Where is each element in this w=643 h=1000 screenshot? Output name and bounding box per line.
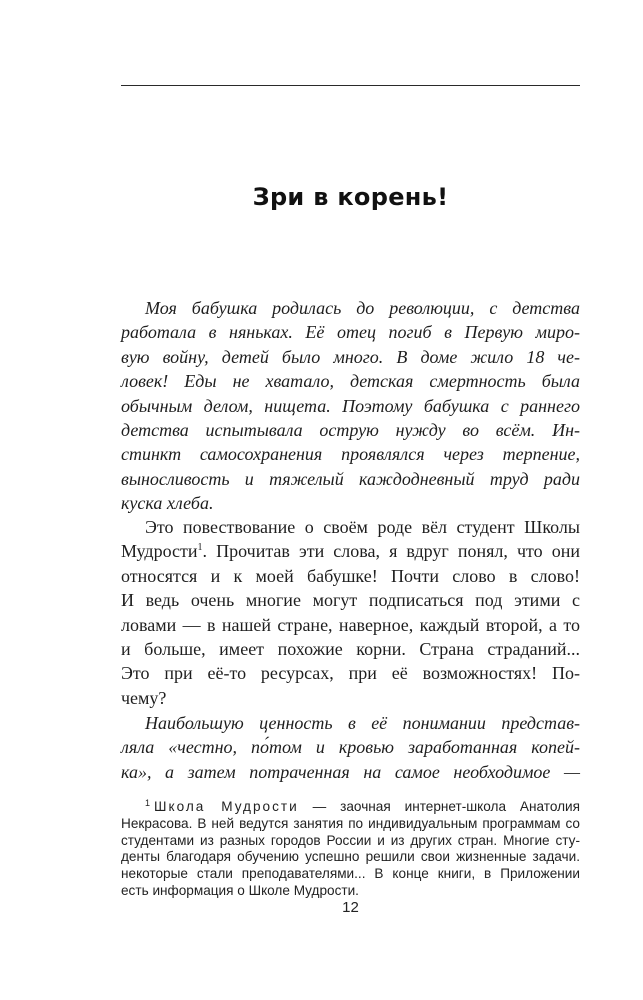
- chapter-title: Зри в корень!: [252, 183, 449, 211]
- text-line: относятся и к моей бабушке! Почти слово в слово!: [121, 565, 580, 586]
- footnote-reference[interactable]: 1: [197, 542, 203, 554]
- text-line: ляла «честно, по́том и кровью заработанная копей-: [121, 737, 580, 758]
- footnote-line: есть информация о Школе Мудрости.: [121, 882, 359, 898]
- text-line: куска хлеба.: [121, 493, 214, 514]
- text-line: работала в няньках. Её отец погиб в Первую миро-: [121, 322, 580, 343]
- text-line: Наибольшую ценность в её понимании представ-: [145, 713, 580, 733]
- text-line: и больше, имеет похожие корни. Страна страданий...: [121, 639, 580, 660]
- header-rule: [121, 85, 580, 86]
- text-line: [121, 539, 580, 563]
- footnote-line: Некрасова. В ней ведутся занятия по индивидуальным программам со: [121, 815, 580, 831]
- paragraph-quote-1: [121, 296, 580, 516]
- text-line: ка», а затем потраченная на самое необходимое —: [121, 761, 580, 782]
- text-line: обычным делом, нищета. Поэтому бабушка с раннего: [121, 395, 580, 416]
- text-line: И ведь очень многие могут подписаться под этими с: [121, 590, 580, 611]
- paragraph-quote-2: [121, 711, 580, 784]
- text-line: выносливость и тяжелый каждодневный труд ради: [121, 468, 580, 489]
- text-line: детства испытывала острую нужду во всём. Ин-: [121, 420, 580, 441]
- footnote-mark: 1: [145, 798, 151, 808]
- footnote-line: некоторые стали преподавателями... В конце книги, в Приложении: [121, 866, 580, 882]
- footnote-term: Школа Мудрости: [154, 799, 299, 814]
- text-fragment: . Прочитав эти слова, я вдруг понял, что они: [202, 541, 580, 562]
- text-line: Это повествование о своём роде вёл студент Школы: [145, 517, 580, 537]
- page-number: 12: [342, 899, 359, 916]
- text-line: ловами — в нашей стране, наверное, каждый второй, а то: [121, 614, 580, 635]
- text-line: чему?: [121, 687, 167, 708]
- text-fragment: Мудрости: [121, 541, 198, 562]
- text-line: ловек! Еды не хватало, детская смертность была: [121, 371, 580, 392]
- footnote-line: денты благодаря обучению успешно решили свои жизненные задачи.: [121, 849, 580, 865]
- text-line: Моя бабушка родилась до революции, с детства: [145, 298, 580, 318]
- footnote-line: [121, 799, 580, 816]
- paragraph-body: [121, 515, 580, 710]
- text-line: Это при её-то ресурсах, при её возможностях! По-: [121, 663, 580, 684]
- text-fragment: — заочная интернет-школа Анатолия: [298, 799, 580, 814]
- text-line: вую войну, детей было много. В доме жило 18 че-: [121, 346, 580, 367]
- text-line: стинкт самосохранения проявлялся через терпение,: [121, 444, 580, 465]
- footnote: [121, 799, 580, 900]
- footnote-line: студентами из разных городов России и из других стран. Многие сту-: [121, 832, 580, 848]
